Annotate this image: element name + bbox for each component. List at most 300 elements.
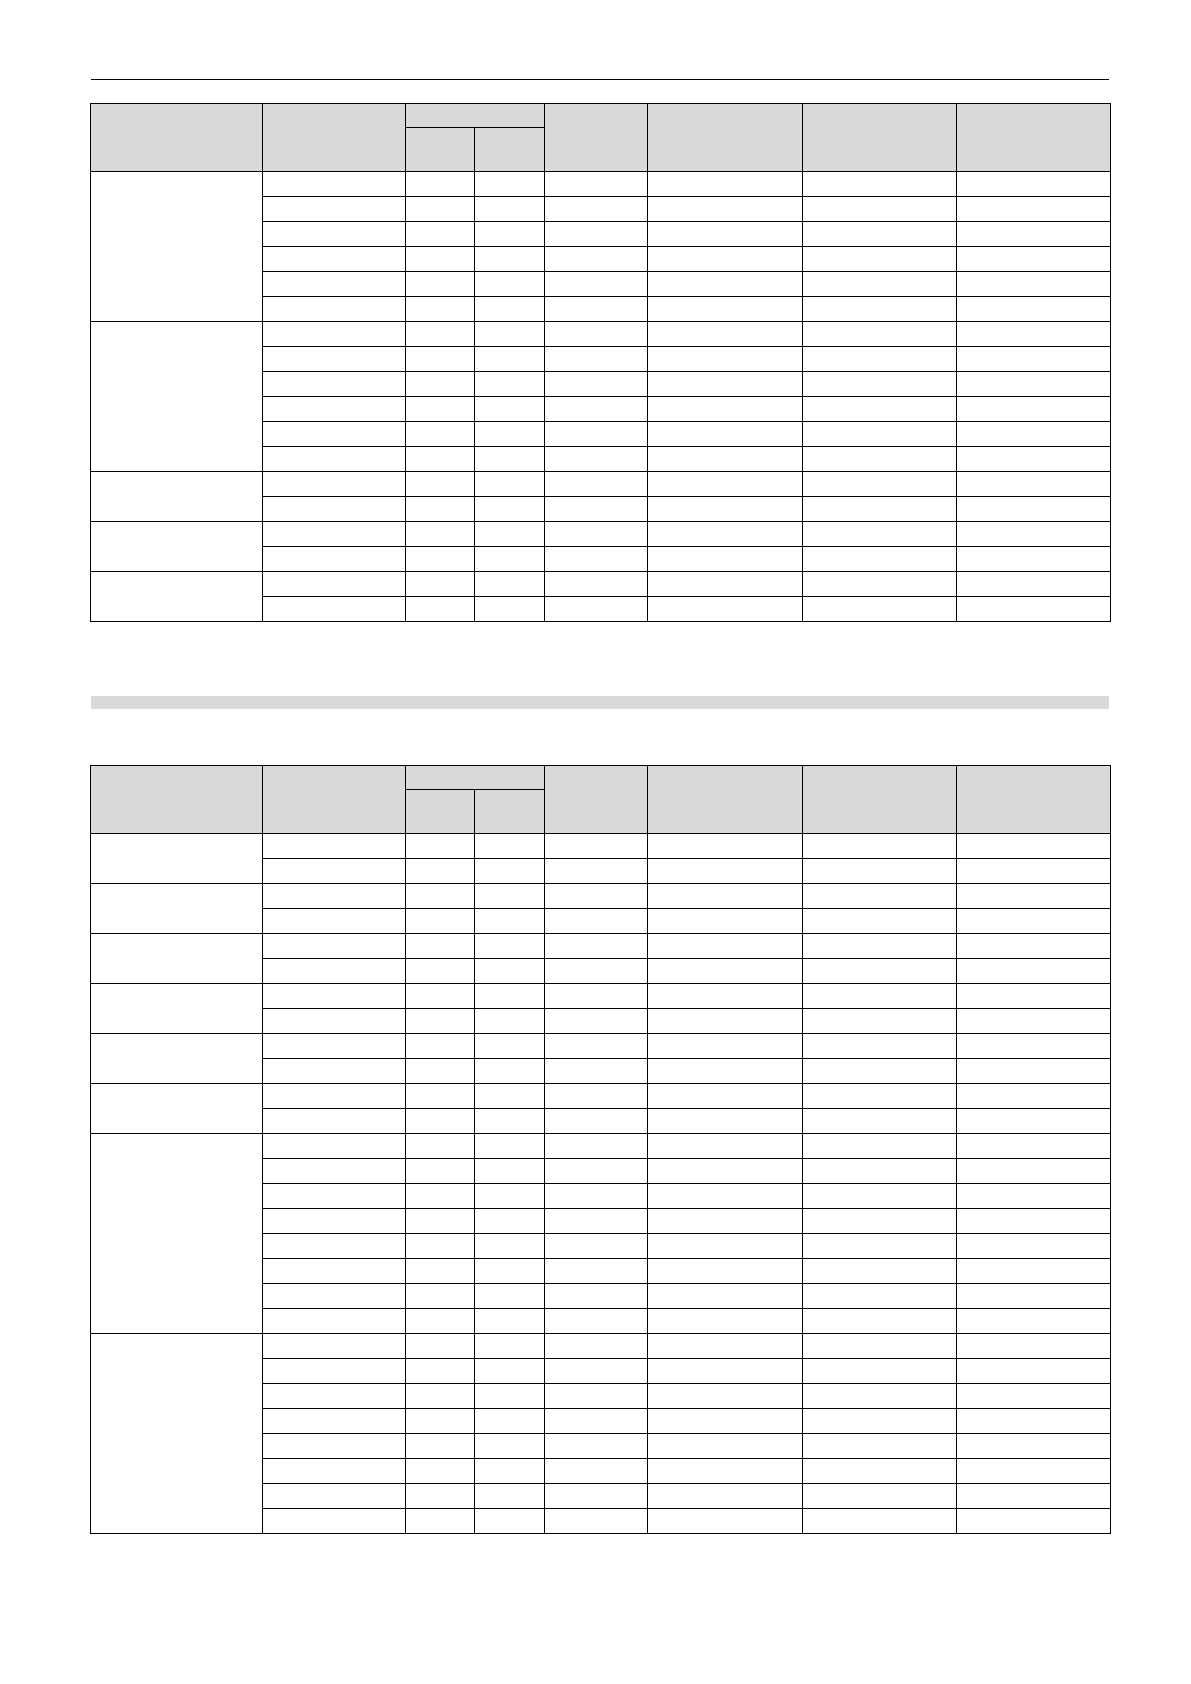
table-cell: [803, 934, 957, 959]
table-cell: [406, 447, 475, 472]
table-cell: [648, 884, 803, 909]
table-cell: [545, 984, 648, 1009]
table-row: [91, 1034, 1111, 1059]
table-cell: [648, 1334, 803, 1359]
table-cell: [475, 1309, 545, 1334]
table-cell: [803, 222, 957, 247]
section-heading-bar: [91, 696, 1109, 709]
table-cell: [475, 1109, 545, 1134]
table-cell: [475, 422, 545, 447]
table-cell: [263, 1284, 406, 1309]
table-cell: [803, 172, 957, 197]
table-cell: [648, 959, 803, 984]
table-cell: [406, 547, 475, 572]
table-cell: [803, 1009, 957, 1034]
table-cell: [957, 884, 1111, 909]
table-cell: [475, 1184, 545, 1209]
table-cell: [803, 859, 957, 884]
table-cell: [263, 497, 406, 522]
table-cell: [648, 197, 803, 222]
table-cell: [957, 1359, 1111, 1384]
table-cell: [406, 222, 475, 247]
table-cell: [957, 397, 1111, 422]
table-cell: [263, 934, 406, 959]
table-cell: [545, 422, 648, 447]
table-cell: [803, 1459, 957, 1484]
table-cell: [957, 1084, 1111, 1109]
table-cell: [263, 297, 406, 322]
table-cell: [957, 1034, 1111, 1059]
table-cell: [545, 1384, 648, 1409]
table-cell: [406, 297, 475, 322]
table-cell: [263, 222, 406, 247]
table-cell: [263, 859, 406, 884]
table-header: [91, 766, 1111, 834]
table-cell: [648, 1084, 803, 1109]
table-cell: [803, 884, 957, 909]
table-cell: [475, 1334, 545, 1359]
table-cell: [406, 984, 475, 1009]
header-subcell: [475, 128, 545, 172]
table-cell: [475, 959, 545, 984]
table-cell: [475, 1284, 545, 1309]
table-cell: [545, 1034, 648, 1059]
table-cell: [263, 959, 406, 984]
table-cell: [545, 522, 648, 547]
table-cell: [406, 1484, 475, 1509]
table-cell: [648, 322, 803, 347]
table-cell: [475, 1209, 545, 1234]
group-label-cell: [91, 1034, 263, 1084]
table-cell: [545, 1259, 648, 1284]
table-cell: [803, 372, 957, 397]
table-cell: [263, 1134, 406, 1159]
table-cell: [957, 1434, 1111, 1459]
table-body: [91, 172, 1111, 622]
table-cell: [263, 1259, 406, 1284]
table-cell: [957, 1459, 1111, 1484]
table-cell: [957, 1309, 1111, 1334]
table-cell: [406, 247, 475, 272]
table-cell: [263, 397, 406, 422]
table-cell: [263, 1109, 406, 1134]
group-label-cell: [91, 1334, 263, 1534]
table-cell: [803, 1134, 957, 1159]
table-cell: [545, 372, 648, 397]
table-cell: [263, 372, 406, 397]
table-cell: [648, 1184, 803, 1209]
table-cell: [263, 272, 406, 297]
table-cell: [406, 172, 475, 197]
table-cell: [545, 1084, 648, 1109]
table-cell: [803, 1084, 957, 1109]
table-cell: [263, 447, 406, 472]
table-cell: [957, 222, 1111, 247]
table-cell: [406, 1109, 475, 1134]
table-cell: [545, 272, 648, 297]
table-cell: [545, 884, 648, 909]
table-cell: [475, 1084, 545, 1109]
table-cell: [406, 1409, 475, 1434]
table-cell: [957, 1259, 1111, 1284]
table-cell: [957, 909, 1111, 934]
table-cell: [957, 422, 1111, 447]
table-cell: [803, 1284, 957, 1309]
table-cell: [957, 347, 1111, 372]
table-cell: [475, 934, 545, 959]
header-cell: [545, 766, 648, 834]
table-cell: [475, 222, 545, 247]
table-cell: [545, 1109, 648, 1134]
table-cell: [406, 1034, 475, 1059]
table-cell: [648, 1059, 803, 1084]
table-cell: [475, 197, 545, 222]
table-cell: [803, 197, 957, 222]
table-cell: [263, 197, 406, 222]
group-label-cell: [91, 884, 263, 934]
table-cell: [263, 322, 406, 347]
table-cell: [803, 1034, 957, 1059]
table-cell: [475, 372, 545, 397]
table-row: [91, 934, 1111, 959]
table-cell: [545, 197, 648, 222]
table-cell: [406, 422, 475, 447]
table-cell: [263, 1034, 406, 1059]
table-cell: [957, 1159, 1111, 1184]
table-cell: [648, 1409, 803, 1434]
table-cell: [648, 1134, 803, 1159]
group-label-cell: [91, 984, 263, 1034]
table-cell: [957, 1184, 1111, 1209]
table-cell: [475, 1234, 545, 1259]
table-cell: [803, 397, 957, 422]
table-cell: [406, 472, 475, 497]
table-cell: [957, 1234, 1111, 1259]
table-cell: [648, 597, 803, 622]
table-cell: [648, 247, 803, 272]
table-cell: [957, 1209, 1111, 1234]
table-cell: [957, 197, 1111, 222]
table-cell: [957, 984, 1111, 1009]
table-header: [91, 104, 1111, 172]
table-row: [91, 322, 1111, 347]
table-cell: [957, 1509, 1111, 1534]
table-row: [91, 472, 1111, 497]
table-cell: [263, 572, 406, 597]
table-cell: [475, 834, 545, 859]
table-cell: [475, 472, 545, 497]
table-cell: [263, 1059, 406, 1084]
table-cell: [648, 222, 803, 247]
table-cell: [263, 1009, 406, 1034]
table-cell: [957, 497, 1111, 522]
table-cell: [648, 934, 803, 959]
table-cell: [648, 497, 803, 522]
table-cell: [803, 422, 957, 447]
signal-table-2: [90, 765, 1111, 1534]
group-label-cell: [91, 834, 263, 884]
table-cell: [803, 1409, 957, 1434]
header-cell: [803, 104, 957, 172]
table-cell: [545, 497, 648, 522]
table-cell: [545, 1059, 648, 1084]
table-cell: [648, 1509, 803, 1534]
table-cell: [475, 1159, 545, 1184]
group-label-cell: [91, 934, 263, 984]
table-cell: [957, 1109, 1111, 1134]
table-cell: [803, 1384, 957, 1409]
table-cell: [545, 1009, 648, 1034]
table-cell: [648, 397, 803, 422]
table-cell: [545, 1134, 648, 1159]
table-cell: [475, 1459, 545, 1484]
table-row: [91, 1134, 1111, 1159]
table-row: [91, 1334, 1111, 1359]
table-cell: [406, 322, 475, 347]
table-cell: [957, 1334, 1111, 1359]
table-cell: [803, 1334, 957, 1359]
table-cell: [263, 1434, 406, 1459]
table-row: [91, 884, 1111, 909]
table-cell: [545, 959, 648, 984]
header-cell: [648, 104, 803, 172]
group-label-cell: [91, 172, 263, 322]
table-cell: [648, 1259, 803, 1284]
table-cell: [957, 1484, 1111, 1509]
table-cell: [545, 247, 648, 272]
table-cell: [957, 959, 1111, 984]
table-cell: [406, 1059, 475, 1084]
table-cell: [406, 522, 475, 547]
table-cell: [648, 1309, 803, 1334]
table-cell: [406, 1509, 475, 1534]
table-cell: [475, 1034, 545, 1059]
table-cell: [957, 522, 1111, 547]
header-cell: [545, 104, 648, 172]
table-cell: [475, 297, 545, 322]
table-cell: [648, 297, 803, 322]
table-cell: [475, 1384, 545, 1409]
table-cell: [406, 884, 475, 909]
header-cell: [957, 104, 1111, 172]
table-cell: [545, 1309, 648, 1334]
table-cell: [803, 834, 957, 859]
table-cell: [648, 172, 803, 197]
table-cell: [475, 1409, 545, 1434]
table-cell: [957, 1059, 1111, 1084]
table-cell: [475, 984, 545, 1009]
table-row: [91, 1084, 1111, 1109]
table-cell: [263, 1309, 406, 1334]
table-cell: [475, 1359, 545, 1384]
table-cell: [957, 297, 1111, 322]
table-cell: [545, 597, 648, 622]
table-cell: [406, 1209, 475, 1234]
table-cell: [803, 547, 957, 572]
table-cell: [406, 834, 475, 859]
table-cell: [475, 1259, 545, 1284]
table-cell: [648, 1384, 803, 1409]
table-cell: [803, 447, 957, 472]
table-cell: [957, 1009, 1111, 1034]
table-cell: [545, 222, 648, 247]
table-cell: [406, 1384, 475, 1409]
table-cell: [475, 909, 545, 934]
table-cell: [803, 572, 957, 597]
table-cell: [648, 834, 803, 859]
table-cell: [803, 1309, 957, 1334]
header-subcell: [475, 790, 545, 834]
group-label-cell: [91, 572, 263, 622]
table-cell: [263, 984, 406, 1009]
group-label-cell: [91, 322, 263, 472]
header-subcell: [406, 128, 475, 172]
table-cell: [406, 1459, 475, 1484]
table-row: [91, 834, 1111, 859]
table-cell: [263, 1459, 406, 1484]
table-cell: [406, 1184, 475, 1209]
table-cell: [648, 1034, 803, 1059]
table-cell: [263, 347, 406, 372]
table-cell: [545, 909, 648, 934]
table-cell: [545, 1159, 648, 1184]
table-cell: [263, 1409, 406, 1434]
table-cell: [263, 247, 406, 272]
table-cell: [803, 297, 957, 322]
table-cell: [803, 322, 957, 347]
table-cell: [545, 1409, 648, 1434]
table-cell: [545, 934, 648, 959]
table-body: [91, 834, 1111, 1534]
table-cell: [406, 934, 475, 959]
table-cell: [545, 172, 648, 197]
table-cell: [475, 859, 545, 884]
table-cell: [648, 859, 803, 884]
table-cell: [406, 1359, 475, 1384]
table-cell: [475, 522, 545, 547]
header-cell: [957, 766, 1111, 834]
table-row: [91, 572, 1111, 597]
table-cell: [475, 572, 545, 597]
table-cell: [263, 1234, 406, 1259]
table-cell: [406, 1284, 475, 1309]
table-cell: [803, 1109, 957, 1134]
table-cell: [545, 859, 648, 884]
table-cell: [406, 1334, 475, 1359]
table-cell: [263, 597, 406, 622]
table-cell: [803, 959, 957, 984]
table-cell: [545, 1434, 648, 1459]
table-cell: [648, 1109, 803, 1134]
table-cell: [803, 472, 957, 497]
table-cell: [545, 1209, 648, 1234]
table-cell: [475, 497, 545, 522]
table-cell: [648, 272, 803, 297]
group-label-cell: [91, 522, 263, 572]
table-cell: [648, 1484, 803, 1509]
table-cell: [957, 272, 1111, 297]
header-subcell: [406, 790, 475, 834]
table-row: [91, 522, 1111, 547]
table-cell: [475, 447, 545, 472]
table-cell: [475, 1009, 545, 1034]
table-cell: [545, 1509, 648, 1534]
table-cell: [545, 1284, 648, 1309]
table-cell: [475, 247, 545, 272]
group-label-cell: [91, 1134, 263, 1334]
table-cell: [803, 1234, 957, 1259]
table-cell: [545, 447, 648, 472]
table-cell: [263, 884, 406, 909]
table-cell: [475, 884, 545, 909]
table-cell: [545, 322, 648, 347]
table-cell: [406, 347, 475, 372]
header-cell: [91, 766, 263, 834]
table-cell: [263, 1384, 406, 1409]
table-cell: [475, 322, 545, 347]
table-cell: [263, 1509, 406, 1534]
table-cell: [406, 497, 475, 522]
table-cell: [957, 934, 1111, 959]
table-cell: [648, 1159, 803, 1184]
table-cell: [263, 172, 406, 197]
table-row: [91, 984, 1111, 1009]
table-cell: [957, 1134, 1111, 1159]
table-cell: [803, 522, 957, 547]
signal-table-1: [90, 103, 1111, 622]
table-cell: [475, 347, 545, 372]
table-cell: [545, 1359, 648, 1384]
table-cell: [648, 1234, 803, 1259]
table-cell: [406, 1259, 475, 1284]
table-cell: [957, 247, 1111, 272]
table-cell: [957, 447, 1111, 472]
table-cell: [545, 347, 648, 372]
table-cell: [648, 472, 803, 497]
table-cell: [803, 347, 957, 372]
table-cell: [648, 522, 803, 547]
table-cell: [475, 1434, 545, 1459]
table-cell: [406, 597, 475, 622]
table-cell: [648, 1359, 803, 1384]
table-cell: [263, 1159, 406, 1184]
table-cell: [475, 1059, 545, 1084]
table-cell: [406, 372, 475, 397]
header-cell: [803, 766, 957, 834]
table-cell: [406, 909, 475, 934]
table-cell: [957, 834, 1111, 859]
table-cell: [803, 1209, 957, 1234]
table-cell: [957, 859, 1111, 884]
table-cell: [263, 547, 406, 572]
table-cell: [545, 1334, 648, 1359]
table-cell: [406, 1234, 475, 1259]
table-cell: [263, 1084, 406, 1109]
table-cell: [803, 1159, 957, 1184]
table-cell: [406, 572, 475, 597]
table-cell: [263, 422, 406, 447]
table-cell: [406, 1009, 475, 1034]
table-cell: [648, 422, 803, 447]
table-cell: [263, 1184, 406, 1209]
table-cell: [263, 1359, 406, 1384]
table-cell: [475, 547, 545, 572]
table-cell: [406, 1434, 475, 1459]
table-cell: [545, 1459, 648, 1484]
table-cell: [648, 984, 803, 1009]
header-cell: [263, 766, 406, 834]
table-cell: [475, 172, 545, 197]
